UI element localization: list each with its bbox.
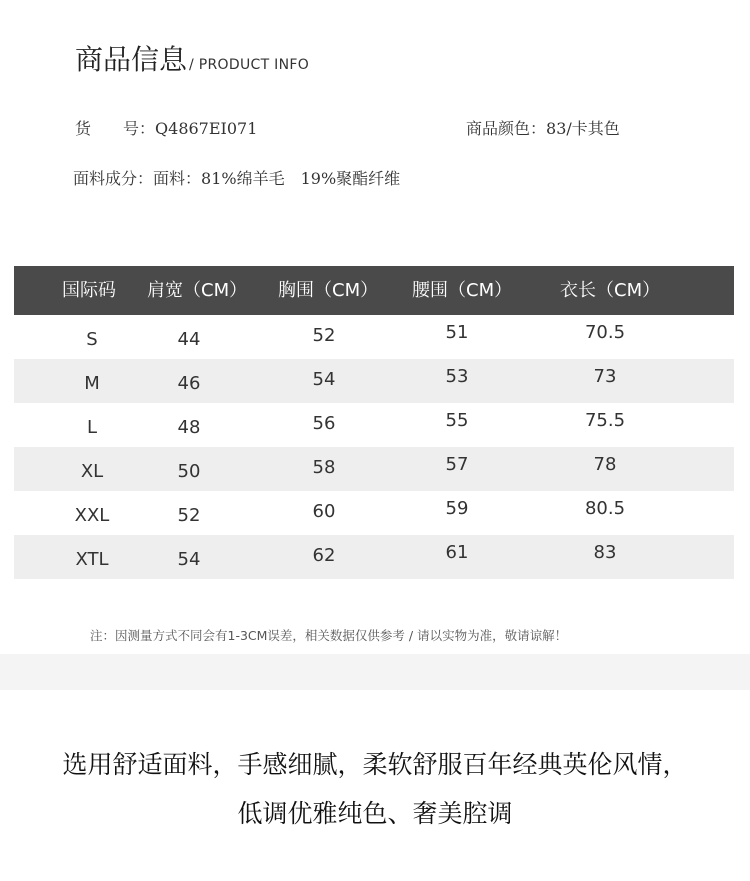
fabric-composition — [73, 166, 400, 189]
table-row — [14, 315, 734, 359]
cell-waist: 55 — [445, 410, 469, 431]
table-row — [14, 447, 734, 491]
table-row — [14, 535, 734, 579]
cell-shoulder: 44 — [177, 329, 201, 350]
cell-size: M — [84, 373, 100, 394]
product-color-label: 商品颜色： — [466, 119, 547, 138]
header-length: 衣长（CM） — [560, 280, 661, 301]
cell-size: XL — [80, 461, 104, 482]
cell-shoulder: 48 — [177, 417, 201, 438]
cell-chest: 54 — [312, 369, 336, 390]
cell-chest: 62 — [312, 545, 336, 566]
header-waist: 腰围（CM） — [412, 280, 513, 301]
table-row — [14, 491, 734, 535]
cell-shoulder: 50 — [177, 461, 201, 482]
slogan-line-1: 选用舒适面料，手感细腻，柔软舒服百年经典英伦风情， — [62, 750, 688, 779]
cell-size: XXL — [74, 505, 110, 526]
item-number-value: Q4867EI071 — [155, 119, 258, 138]
header-size: 国际码 — [62, 280, 116, 301]
table-row — [14, 359, 734, 403]
cell-chest: 56 — [312, 413, 336, 434]
measurement-note: 注：因测量方式不同会有1-3CM误差，相关数据仅供参考 / 请以实物为准，敬请谅解！ — [90, 628, 568, 643]
cell-waist: 57 — [445, 454, 469, 475]
fabric-value: 面料：81%绵羊毛 19%聚酯纤维 — [153, 169, 401, 188]
cell-chest: 52 — [312, 325, 336, 346]
cell-shoulder: 54 — [177, 549, 201, 570]
slogan-line-2: 低调优雅纯色、奢美腔调 — [237, 799, 513, 828]
product-color-value: 83/卡其色 — [546, 119, 620, 138]
cell-shoulder: 52 — [177, 505, 201, 526]
item-number — [75, 116, 257, 139]
table-row — [14, 403, 734, 447]
fabric-label: 面料成分： — [73, 169, 154, 188]
cell-chest: 58 — [312, 457, 336, 478]
cell-chest: 60 — [312, 501, 336, 522]
header-chest: 胸围（CM） — [278, 280, 379, 301]
cell-length: 70.5 — [584, 322, 626, 343]
product-color — [466, 116, 620, 139]
cell-waist: 51 — [445, 322, 469, 343]
cell-waist: 59 — [445, 498, 469, 519]
cell-size: XTL — [75, 549, 109, 570]
item-number-label: 货 号： — [75, 119, 156, 138]
divider-band — [0, 654, 750, 690]
size-table — [14, 266, 734, 579]
cell-length: 73 — [593, 366, 617, 387]
cell-waist: 53 — [445, 366, 469, 387]
title-en: / PRODUCT INFO — [189, 57, 310, 73]
size-table-header — [14, 266, 734, 315]
cell-length: 78 — [593, 454, 617, 475]
title-cn: 商品信息 — [75, 43, 188, 76]
page-title — [75, 38, 309, 78]
cell-length: 83 — [593, 542, 617, 563]
cell-length: 75.5 — [584, 410, 626, 431]
cell-size: S — [86, 329, 98, 350]
cell-shoulder: 46 — [177, 373, 201, 394]
cell-length: 80.5 — [584, 498, 626, 519]
cell-size: L — [86, 417, 98, 438]
cell-waist: 61 — [445, 542, 469, 563]
header-shoulder: 肩宽（CM） — [147, 280, 248, 301]
